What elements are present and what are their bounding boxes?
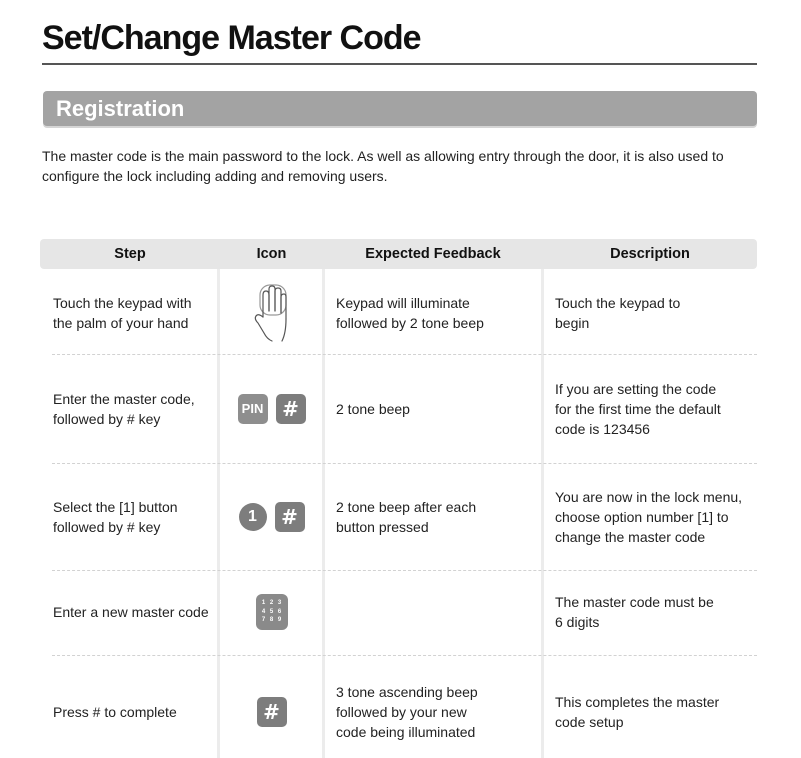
steps-table [40, 239, 757, 758]
hash-key-icon: # [276, 394, 306, 424]
description-cell: The master code must be 6 digits [555, 594, 714, 630]
hash-key-icon: # [257, 697, 287, 727]
column-divider [541, 269, 544, 758]
section-title: Registration [56, 96, 185, 121]
intro-line-2: configure the lock including adding and removing users. [42, 168, 388, 184]
row-divider [52, 655, 757, 656]
hash-key-icon [220, 692, 323, 732]
step-cell: Enter the master code, followed by # key [53, 391, 195, 427]
table-header-row [40, 239, 757, 269]
pin-key-icon: PIN [238, 394, 268, 424]
pin-hash-icon [220, 389, 323, 429]
title-divider [42, 63, 757, 65]
step-cell: Press # to complete [53, 704, 177, 720]
section-header-bar [43, 91, 757, 126]
header-description: Description [610, 246, 690, 262]
description-cell: This completes the master code setup [555, 694, 720, 730]
feedback-cell: 2 tone beep [336, 401, 410, 417]
intro-paragraph [42, 146, 762, 186]
step-cell: Select the [1] button followed by # key [53, 499, 178, 535]
hash-key-icon: # [275, 502, 305, 532]
header-icon: Icon [256, 246, 287, 262]
palm-hand-icon [220, 279, 323, 347]
keypad-icon: 1 2 3 4 5 6 7 8 9 [220, 592, 323, 632]
step-cell: Enter a new master code [53, 604, 209, 620]
intro-line-1: The master code is the main password to the lock. As well as allowing entry through the door, it is also used to [42, 148, 724, 164]
feedback-cell: Keypad will illuminate followed by 2 tone beep [336, 295, 484, 331]
feedback-cell: 3 tone ascending beep followed by your new code being illuminated [336, 684, 478, 740]
page-title: Set/Change Master Code [42, 19, 421, 57]
row-divider [52, 354, 757, 355]
one-key-icon: 1 [239, 503, 267, 531]
header-step: Step [114, 246, 146, 262]
header-feedback: Expected Feedback [365, 246, 501, 262]
description-cell: You are now in the lock menu, choose option number [1] to change the master code [555, 489, 743, 545]
step-cell: Touch the keypad with the palm of your hand [53, 295, 192, 331]
description-cell: Touch the keypad to begin [555, 295, 681, 331]
row-divider [52, 570, 757, 571]
feedback-cell: 2 tone beep after each button pressed [336, 499, 477, 535]
row-divider [52, 463, 757, 464]
description-cell: If you are setting the code for the first time the default code is 123456 [555, 381, 721, 437]
one-hash-icon [220, 497, 323, 537]
